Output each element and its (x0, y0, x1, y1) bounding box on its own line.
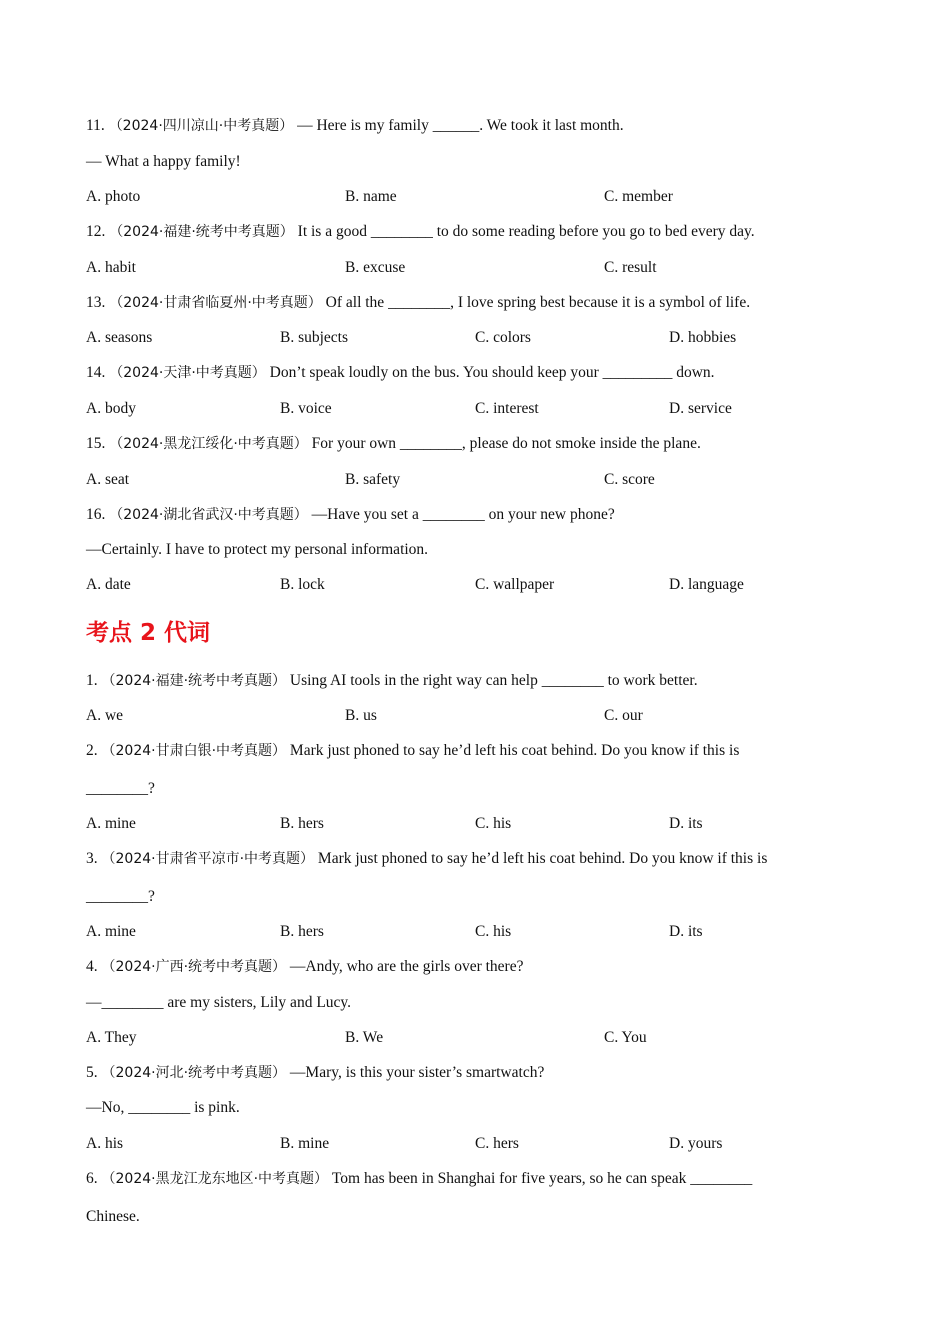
question-stem: Using AI tools in the right way can help ________ to work better. (289, 672, 698, 689)
question-source: （2024·黑龙江绥化·中考真题） (109, 436, 308, 452)
question-15 (86, 434, 701, 454)
option-b: B. voice (280, 400, 332, 417)
option-b: B. safety (345, 471, 401, 488)
option-a: A. They (86, 1029, 137, 1046)
option-b: B. mine (280, 1135, 330, 1152)
option-a: A. seat (86, 471, 130, 488)
option-b: B. lock (280, 576, 325, 593)
option-c: C. his (475, 923, 512, 940)
question-4-response: —________ are my sisters, Lily and Lucy. (86, 994, 352, 1011)
option-d: D. service (669, 400, 732, 417)
question-source: （2024·甘肃白银·中考真题） (101, 743, 287, 759)
question-stem: Don’t speak loudly on the bus. You should keep your _________ down. (269, 364, 715, 381)
option-a: A. date (86, 576, 131, 593)
question-5-response: —No, ________ is pink. (86, 1099, 240, 1116)
option-a: A. mine (86, 815, 136, 832)
question-stem: —Mary, is this your sister’s smartwatch? (289, 1064, 545, 1081)
pronoun-question-3 (86, 849, 767, 869)
option-c: C. result (604, 259, 657, 276)
question-number: 13. (86, 294, 106, 311)
question-source: （2024·黑龙江龙东地区·中考真题） (101, 1171, 329, 1187)
option-c: C. hers (475, 1135, 519, 1152)
question-number: 5. (86, 1064, 98, 1081)
option-d: D. its (669, 923, 703, 940)
question-number: 15. (86, 435, 106, 452)
pronoun-question-6 (86, 1169, 752, 1189)
question-continuation: ________? (86, 888, 155, 905)
question-16 (86, 505, 615, 525)
option-b: B. hers (280, 815, 324, 832)
option-c: C. You (604, 1029, 647, 1046)
question-continuation: ________? (86, 780, 155, 797)
question-14 (86, 363, 715, 383)
question-number: 14. (86, 364, 106, 381)
option-b: B. We (345, 1029, 384, 1046)
option-a: A. mine (86, 923, 136, 940)
question-source: （2024·福建·统考中考真题） (101, 673, 287, 689)
option-d: D. its (669, 815, 703, 832)
question-11-response: — What a happy family! (86, 153, 241, 170)
question-stem: —Andy, who are the girls over there? (289, 958, 524, 975)
pronoun-question-5 (86, 1063, 544, 1083)
question-stem: Mark just phoned to say he’d left his coat behind. Do you know if this is (317, 850, 768, 867)
option-c: C. member (604, 188, 673, 205)
question-number: 6. (86, 1170, 98, 1187)
question-source: （2024·湖北省武汉·中考真题） (109, 507, 308, 523)
question-number: 3. (86, 850, 98, 867)
option-c: C. his (475, 815, 512, 832)
question-source: （2024·福建·统考中考真题） (109, 224, 294, 240)
pronoun-question-1 (86, 671, 698, 691)
question-number: 16. (86, 506, 106, 523)
option-b: B. excuse (345, 259, 406, 276)
question-continuation: Chinese. (86, 1208, 140, 1225)
question-source: （2024·天津·中考真题） (109, 365, 266, 381)
question-number: 11. (86, 117, 105, 134)
question-13 (86, 293, 750, 313)
question-stem: For your own ________, please do not smoke inside the plane. (311, 435, 701, 452)
question-11 (86, 116, 624, 136)
question-source: （2024·广西·统考中考真题） (101, 959, 287, 975)
option-a: A. habit (86, 259, 136, 276)
option-b: B. name (345, 188, 397, 205)
question-stem: Of all the ________, I love spring best because it is a symbol of life. (325, 294, 751, 311)
pronoun-question-4 (86, 957, 523, 977)
question-stem: It is a good ________ to do some reading before you go to bed every day. (297, 223, 755, 240)
option-c: C. interest (475, 400, 539, 417)
option-b: B. subjects (280, 329, 349, 346)
section-title: 考点 2 代词 (86, 620, 211, 646)
option-c: C. colors (475, 329, 531, 346)
option-d: D. yours (669, 1135, 723, 1152)
option-a: A. his (86, 1135, 124, 1152)
question-source: （2024·甘肃省平凉市·中考真题） (101, 851, 315, 867)
pronoun-question-2 (86, 741, 739, 761)
question-source: （2024·河北·统考中考真题） (101, 1065, 287, 1081)
option-d: D. language (669, 576, 744, 593)
option-a: A. body (86, 400, 136, 417)
question-number: 12. (86, 223, 106, 240)
question-number: 1. (86, 672, 98, 689)
option-c: C. score (604, 471, 655, 488)
question-number: 2. (86, 742, 98, 759)
option-b: B. us (345, 707, 377, 724)
option-c: C. wallpaper (475, 576, 555, 593)
question-stem: —Have you set a ________ on your new phone? (311, 506, 615, 523)
question-number: 4. (86, 958, 98, 975)
option-d: D. hobbies (669, 329, 737, 346)
option-a: A. seasons (86, 329, 153, 346)
option-b: B. hers (280, 923, 324, 940)
question-stem: — Here is my family ______. We took it last month. (297, 117, 624, 134)
question-16-response: —Certainly. I have to protect my personal information. (86, 541, 429, 558)
question-12 (86, 222, 755, 242)
question-stem: Tom has been in Shanghai for five years, so he can speak ________ (331, 1170, 753, 1187)
option-a: A. we (86, 707, 124, 724)
question-source: （2024·甘肃省临夏州·中考真题） (109, 295, 322, 311)
question-source: （2024·四川凉山·中考真题） (108, 118, 294, 134)
option-a: A. photo (86, 188, 141, 205)
question-stem: Mark just phoned to say he’d left his coat behind. Do you know if this is (289, 742, 740, 759)
option-c: C. our (604, 707, 643, 724)
